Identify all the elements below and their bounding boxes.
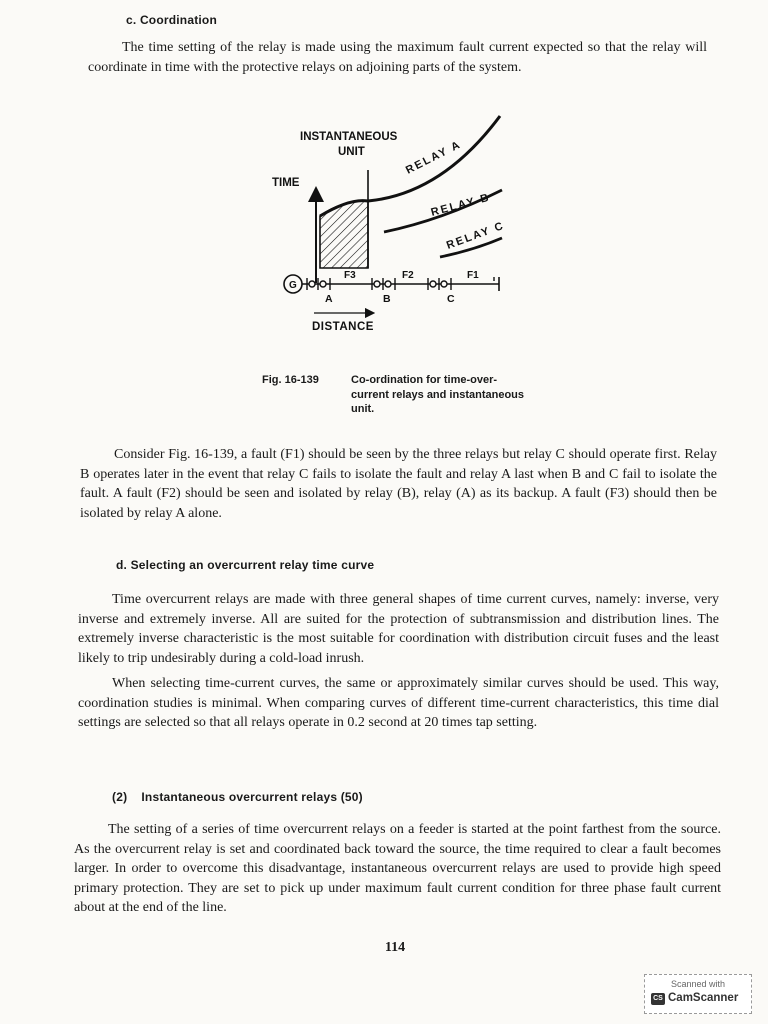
generator-label: G <box>289 280 297 291</box>
body-paragraph-1: Consider Fig. 16-139, a fault (F1) should be seen by the three relays but relay C should operate first. Relay B operates later in the event that relay C fails to isolate the fault and relay A last when B and C fail to isolate the fault. A fault (F2) should be seen and isolated by relay (B), relay (A) as its backup. A fault (F3) should then be isolated by relay A alone. <box>80 447 717 521</box>
instantaneous-unit-label-line1: INSTANTANEOUS <box>300 131 398 143</box>
bus-a-label: A <box>325 293 333 305</box>
camscanner-logo-icon: CS <box>651 993 665 1005</box>
relay-c-label: RELAY C <box>444 219 507 252</box>
distance-axis-label: DISTANCE <box>312 321 374 333</box>
figure-caption-number: Fig. 16-139 <box>262 374 319 386</box>
figure-caption-text: Co-ordination for time-over-current relays and instantaneous unit. <box>351 374 524 415</box>
page-number: 114 <box>384 940 406 955</box>
instantaneous-unit-label-line2: UNIT <box>338 146 365 158</box>
section-c-paragraph: The time setting of the relay is made using the maximum fault current expected so that the relay will coordinate in time with the protective relays on adjoining parts of the system. <box>88 40 707 75</box>
relay-b-label: RELAY B <box>429 191 492 219</box>
section-d-paragraph-1: Time overcurrent relays are made with three general shapes of time current curves, namely: inverse, very inverse and extremely inverse. All are suited for the protection of subtransmission and distribution lines. The extremely inverse characteristic is the most suitable for coordination with distribution circuit fuses and the least likely to trip undesirably during a cold-load inrush. <box>78 592 719 666</box>
time-axis-label: TIME <box>272 177 300 189</box>
bus-c-label: C <box>447 293 455 305</box>
relay-a-label: RELAY A <box>403 138 464 177</box>
fault-f2-label: F2 <box>402 270 414 281</box>
watermark-scanned-with: Scanned with <box>670 979 726 989</box>
section-2-paragraph: The setting of a series of time overcurrent relays on a feeder is started at the point farthest from the source. As the overcurrent relay is set and coordinated back toward the source, the time required to clear a fault becomes larger. In order to overcome this disadvantage, instantaneous overcurrent relays are used to provide high speed primary protection. They are set to pick up under maximum fault current condition for three phase fault current about at the end of the line. <box>74 822 721 915</box>
section-d-heading: d. Selecting an overcurrent relay time curve <box>116 558 375 572</box>
section-2-heading: (2) Instantaneous overcurrent relays (50) <box>112 790 363 804</box>
fault-f1-label: F1 <box>467 270 479 281</box>
watermark-brand: CamScanner <box>668 992 739 1004</box>
section-d-paragraph-2: When selecting time-current curves, the same or approximately similar curves should be used. This way, coordination studies is minimal. When comparing curves of different time-current characteristics, this time dial settings are selected so that all relays operate in 0.2 second at 20 times tap setting. <box>78 676 719 730</box>
section-c-heading: c. Coordination <box>126 13 217 27</box>
figure-caption <box>262 373 532 419</box>
fault-f3-label: F3 <box>344 270 356 281</box>
bus-b-label: B <box>383 293 391 305</box>
coordination-figure <box>262 108 532 343</box>
camscanner-watermark <box>644 974 752 1014</box>
